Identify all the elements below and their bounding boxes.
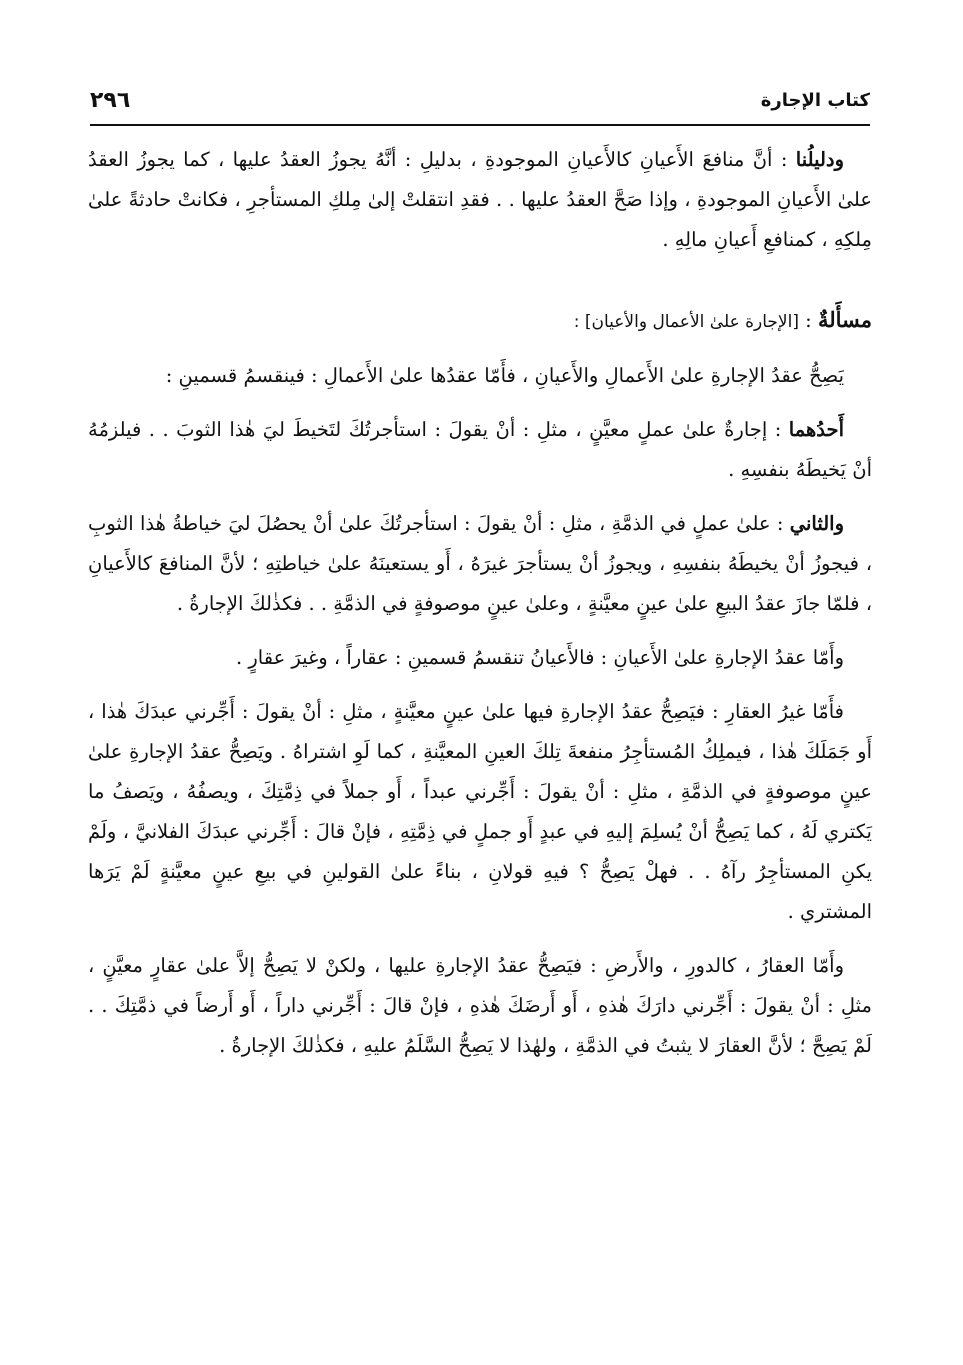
paragraph-objects xyxy=(88,638,872,678)
paragraph-lead: أَحدُهما xyxy=(788,418,844,441)
paragraph-real-estate xyxy=(88,946,872,1066)
paragraph-text: فأَمّا غيرُ العقارِ : فيَصِحُّ عقدُ الإجارةِ فيها علىٰ عينٍ معيَّنةٍ ، مثلِ : أنْ يقولَ : أَجِّرني عبدَكَ هٰذا ، أَو جَمَلَكَ هٰذا ، فيملِكُ المُستأجِرُ منفعةَ تِلكَ العينِ المعيَّنةِ ، كما لَوِ اشتراهُ . ويَصِحُّ عقدُ الإجارةِ علىٰ عينٍ موصوفةٍ في الذمَّةِ ، مثلِ : أنْ يقولَ : أَجِّرني عبداً ، أَو جملاً في ذِمَّتِكَ ، ويصفُهُ ، ويَصفُ ما يَكتري لَهُ ، كما يَصِحُّ أنْ يُسلِمَ إليهِ في عبدٍ أَو جملٍ في ذِمَّتِهِ ، فإنْ قالَ : أَجِّرني عبدَكَ الفلانيَّ ، ولَمْ يكنِ المستأجِرُ رآهُ . . فهلْ يَصِحُّ ؟ فيهِ قولانِ ، بناءً علىٰ القولينِ في بيعِ عينٍ معيَّنةٍ لَمْ يَرَها المشتري . xyxy=(88,700,872,923)
paragraph-non-property xyxy=(88,692,872,932)
paragraph-text: : إجارةٌ علىٰ عملٍ معيَّنٍ ، مثلِ : أنْ يقولَ : استأجرتُكَ لتَخيطَ ليَ هٰذا الثوبَ . . فيلزمُهُ أنْ يَخيطَهُ بنفسِهِ . xyxy=(88,418,872,481)
running-title: كتاب الإجارة xyxy=(760,90,870,111)
page-number: ٢٩٦ xyxy=(90,88,131,113)
issue-heading xyxy=(88,300,872,342)
issue-title: [الإجارة علىٰ الأعمال والأعيان] : xyxy=(573,312,799,332)
issue-separator: : xyxy=(798,309,818,332)
paragraph-text: وأَمّا العقارُ ، كالدورِ ، والأَرضِ : فيَصِحُّ عقدُ الإجارةِ عليها ، ولكنْ لا يَصِحُّ إلاَّ علىٰ عقارٍ معيَّنٍ ، مثلِ : أنْ يقولَ : أَجِّرني دارَكَ هٰذهِ ، أَو أَرضَكَ هٰذهِ ، فإنْ قالَ : أَجِّرني داراً ، أَو أَرضاً في ذمَّتِكَ . . لَمْ يَصِحَّ ؛ لأنَّ العقارَ لا يثبتُ في الذمَّةِ ، ولهٰذا لا يَصِحُّ السَّلَمُ عليهِ ، فكذٰلكَ الإجارةُ . xyxy=(88,954,872,1057)
paragraph-text: : أنَّ منافعَ الأَعيانِ كالأَعيانِ الموجودةِ ، بدليلِ : أنَّهُ يجوزُ العقدُ عليها ، كما يجوزُ العقدُ علىٰ الأَعيانِ الموجودةِ ، وإذا صَحَّ العقدُ عليها . . فقدِ انتقلتْ إلىٰ مِلكِ المستأجرِ ، فكانتْ حادثةً علىٰ مِلكِهِ ، كمنافعِ أَعيانِ مالِهِ . xyxy=(88,148,872,251)
paragraph-text: وأَمّا عقدُ الإجارةِ علىٰ الأَعيانِ : فالأَعيانُ تنقسمُ قسمينِ : عقاراً ، وغيرَ عقارٍ . xyxy=(235,646,844,669)
paragraph-evidence xyxy=(88,140,872,260)
paragraph-lead: ودليلُنا xyxy=(795,148,844,171)
paragraph-first-kind xyxy=(88,410,872,490)
page-header xyxy=(90,88,870,126)
paragraph-text: : علىٰ عملٍ في الذمَّةِ ، مثلِ : أنْ يقولَ : استأجرتُكَ علىٰ أنْ يحصُلَ ليَ خياطةُ هٰذا الثوبِ ، فيجوزُ أنْ يخيطَهُ بنفسِهِ ، ويجوزُ أنْ يستأجرَ غيرَهُ ، أَو يستعينَهُ علىٰ خياطتِهِ ؛ لأنَّ المنافعَ كالأَعيانِ ، فلمّا جازَ عقدُ البيعِ علىٰ عينٍ معيَّنةٍ ، وعلىٰ عينٍ موصوفةٍ في الذمَّةِ . . فكذٰلكَ الإجارةُ . xyxy=(88,512,872,615)
page-body xyxy=(88,140,872,1066)
issue-label: مسأَلةٌ xyxy=(817,307,872,332)
paragraph-lead: والثاني xyxy=(789,512,844,535)
paragraph-second-kind xyxy=(88,504,872,624)
paragraph-text: يَصِحُّ عقدُ الإجارةِ علىٰ الأَعمالِ والأَعيانِ ، فأَمّا عقدُها علىٰ الأَعمالِ : فينقسمُ قسمينِ : xyxy=(165,364,844,387)
paragraph-intro xyxy=(88,356,872,396)
